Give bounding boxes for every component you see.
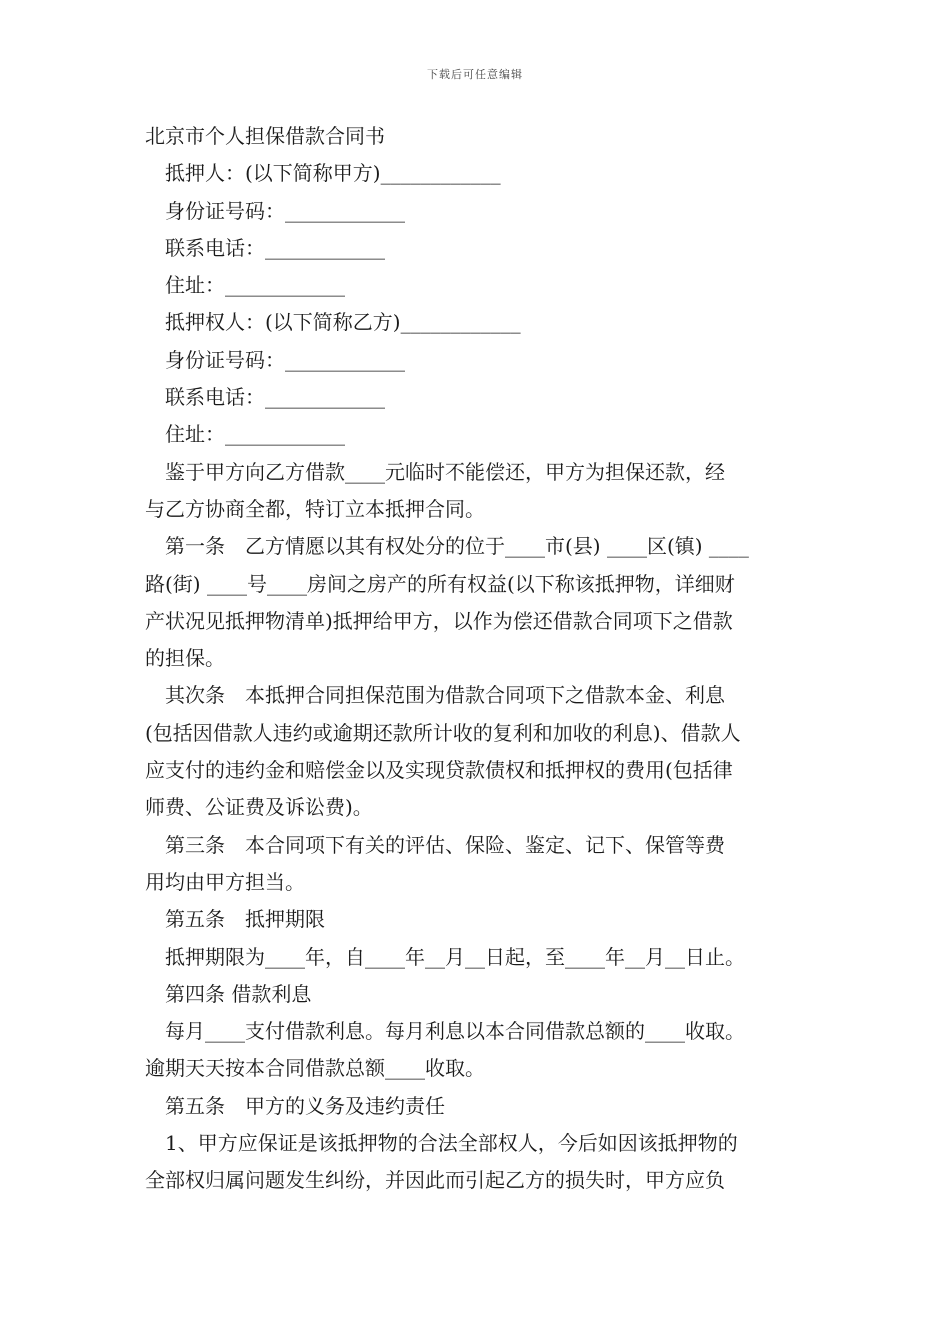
article-1-line: 的担保。: [145, 646, 225, 671]
party-a-id-number: 身份证号码：____________: [165, 198, 405, 223]
article-5b-line: 全部权归属问题发生纠纷，并因此而引起乙方的损失时，甲方应负: [145, 1168, 725, 1193]
preamble-line: 鉴于甲方向乙方借款____元临时不能偿还，甲方为担保还款，经: [165, 459, 725, 484]
page-header: 下载后可任意编辑: [427, 68, 523, 81]
article-5a-heading: 第五条 抵押期限: [165, 907, 325, 932]
preamble-line: 与乙方协商全都，特订立本抵押合同。: [145, 496, 485, 521]
article-4-line: 逾期天天按本合同借款总额____收取。: [145, 1056, 485, 1081]
party-a-phone: 联系电话：____________: [165, 235, 385, 260]
party-a-label: 抵押人：(以下简称甲方)____________: [165, 161, 501, 186]
party-b-label: 抵押权人：(以下简称乙方)____________: [165, 310, 521, 335]
article-4-heading: 第四条 借款利息: [165, 981, 312, 1006]
article-5a-body: 抵押期限为____年，自____年__月__日起，至____年__月__日止。: [165, 944, 745, 969]
contract-document: [145, 118, 825, 1200]
article-2-line: 师费、公证费及诉讼费)。: [145, 795, 373, 820]
article-1-line: 产状况见抵押物清单)抵押给甲方，以作为偿还借款合同项下之借款: [145, 608, 733, 633]
article-2-line: 应支付的违约金和赔偿金以及实现贷款债权和抵押权的费用(包括律: [145, 758, 733, 783]
article-2-line: (包括因借款人违约或逾期还款所计收的复利和加收的利息)、借款人: [145, 720, 741, 745]
party-b-phone: 联系电话：____________: [165, 385, 385, 410]
document-title: 北京市个人担保借款合同书: [145, 124, 385, 148]
party-b-id-number: 身份证号码：____________: [165, 347, 405, 372]
party-b-address: 住址：____________: [165, 422, 345, 447]
article-5b-heading: 第五条 甲方的义务及违约责任: [165, 1093, 445, 1118]
article-1-line: 第一条 乙方情愿以其有权处分的位于____市(县) ____区(镇) ____: [165, 534, 749, 559]
article-3-line: 用均由甲方担当。: [145, 869, 305, 894]
article-3-line: 第三条 本合同项下有关的评估、保险、鉴定、记下、保管等费: [165, 832, 725, 857]
article-2-line: 其次条 本抵押合同担保范围为借款合同项下之借款本金、利息: [165, 683, 725, 708]
party-a-address: 住址：____________: [165, 273, 345, 298]
article-1-line: 路(街) ____号____房间之房产的所有权益(以下称该抵押物，详细财: [145, 571, 735, 596]
article-5b-line: 1、甲方应保证是该抵押物的合法全部权人，今后如因该抵押物的: [165, 1131, 738, 1156]
article-4-line: 每月____支付借款利息。每月利息以本合同借款总额的____收取。: [165, 1019, 745, 1044]
